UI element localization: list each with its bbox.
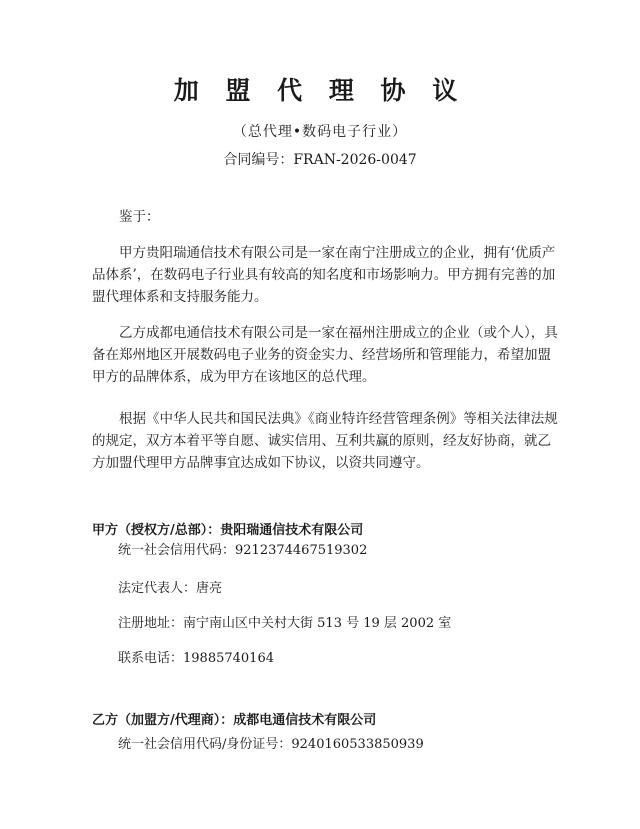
contract-number-value: FRAN-2026-0047 bbox=[293, 152, 417, 168]
contract-number bbox=[0, 150, 640, 170]
party-a-phone-label: 联系电话： bbox=[118, 651, 184, 666]
party-a-credit-code-label: 统一社会信用代码： bbox=[118, 543, 236, 558]
recital-intro: 鉴于： bbox=[119, 209, 160, 225]
party-a-address-label: 注册地址： bbox=[118, 616, 184, 631]
recital-legal-basis: 根据《中华人民共和国民法典》《商业特许经营管理条例》等相关法律法规的规定，双方本着平等自愿、诚实信用、互利共赢的原则，经友好协商，就乙方加盟代理甲方品牌事宜达成如下协议，以资共同遵守。 bbox=[92, 411, 558, 471]
party-a-credit-code bbox=[118, 541, 568, 561]
party-b-credit-code bbox=[118, 735, 568, 755]
party-b-heading: 乙方（加盟方/代理商）：成都电通信技术有限公司 bbox=[92, 713, 377, 728]
party-a-address-value: 南宁南山区中关村大街 513 号 19 层 2002 室 bbox=[183, 616, 452, 631]
party-a-phone bbox=[118, 649, 568, 669]
party-a-legal-rep bbox=[118, 579, 568, 599]
document-title: 加 盟 代 理 协 议 bbox=[173, 76, 467, 105]
party-b-credit-code-label: 统一社会信用代码/身份证号： bbox=[118, 737, 292, 752]
party-a-phone-value: 19885740164 bbox=[183, 651, 274, 666]
party-a-credit-code-value: 9212374467519302 bbox=[235, 543, 368, 558]
recital-party-b: 乙方成都电通信技术有限公司是一家在福州注册成立的企业（或个人），具备在郑州地区开展数码电子业务的资金实力、经营场所和管理能力，希望加盟甲方的品牌体系，成为甲方在该地区的总代理。 bbox=[92, 325, 558, 385]
party-b-credit-code-value: 9240160533850939 bbox=[291, 737, 424, 752]
document-subtitle: （总代理•数码电子行业） bbox=[232, 124, 408, 140]
contract-number-label: 合同编号： bbox=[223, 152, 294, 168]
party-a-heading: 甲方（授权方/总部）：贵阳瑞通信技术有限公司 bbox=[92, 523, 364, 538]
party-a-legal-rep-value: 唐亮 bbox=[196, 581, 223, 596]
party-a-legal-rep-label: 法定代表人： bbox=[118, 581, 197, 596]
recital-party-a: 甲方贵阳瑞通信技术有限公司是一家在南宁注册成立的企业，拥有‘优质产品体系’，在数码电子行业具有较高的知名度和市场影响力。甲方拥有完善的加盟代理体系和支持服务能力。 bbox=[92, 245, 556, 305]
party-a-address bbox=[118, 614, 568, 634]
